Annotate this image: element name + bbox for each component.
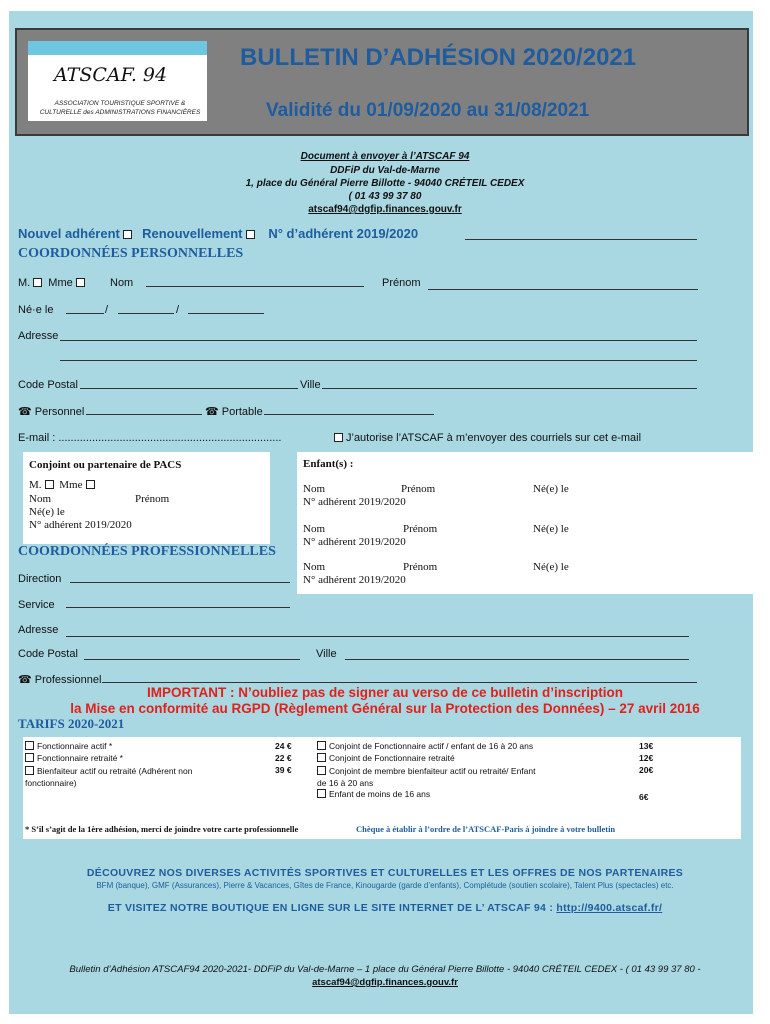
date-slash: / [176,304,180,316]
tarif-price: 6€ [639,792,649,802]
personal-phone-field[interactable] [86,414,202,415]
email-consent-checkbox[interactable] [334,433,343,442]
child-2-prenom: Prénom [403,523,438,535]
tarif-price: 12€ [639,753,654,763]
atscaf-logo [28,41,207,121]
tarifs-left-box [23,737,305,820]
shop-text: ET VISITEZ NOTRE BOUTIQUE EN LIGNE SUR LE SITE INTERNET DE L’ ATSCAF 94 : [107,902,554,914]
send-email-link[interactable]: atscaf94@dgfip.finances.gouv.fr [308,204,462,215]
tarifs-note-bar [23,820,741,839]
child-3-number: N° adhérent 2019/2020 [303,574,406,586]
partner-prenom-label: Prénom [135,493,170,505]
cheque-note: Chèque à établir à l’ordre de l’ATSCAF-Paris à joindre à votre bulletin [356,824,616,834]
tarif-label: Conjoint de Fonctionnaire actif / enfant de 16 à 20 ans [329,741,534,751]
city-field[interactable] [322,388,697,389]
child-1-birth: Né(e) le [533,483,569,495]
important-line-1: IMPORTANT : N’oubliez pas de signer au verso de ce bulletin d’inscription [146,685,624,700]
pro-address-label: Adresse [18,624,59,636]
page-title: BULLETIN D’ADHÉSION 2020/2021 [240,44,637,71]
tarif-price: 39 € [275,765,292,775]
partner-box [23,452,270,544]
important-line-2: la Mise en conformité au RGPD (Règlement Général sur la Protection des Données) – 27 avril 2016 [70,701,700,716]
tarif-label: Fonctionnaire actif * [37,741,113,751]
new-member-checkbox[interactable] [123,230,132,239]
mme-checkbox[interactable] [76,278,85,287]
tarif-checkbox[interactable] [25,753,34,762]
tarif-price: 24 € [275,741,292,751]
send-line-2: DDFiP du Val-de-Marne [330,165,440,176]
city-label: Ville [300,379,321,391]
tarif-price: 13€ [639,741,654,751]
pro-postal-code-field[interactable] [84,659,300,660]
partner-birth-label: Né(e) le [29,506,65,518]
partner-number-label: N° adhérent 2019/2020 [29,519,132,531]
birth-month-field[interactable] [118,313,174,314]
tarif-label: Bienfaiteur actif ou retraité (Adhérent non fonctionnaire) [25,766,193,788]
birthdate-label: Né·e le [18,304,54,316]
tarif-row [25,765,225,789]
address-field-2[interactable] [60,360,697,361]
tarif-price: 22 € [275,753,292,763]
service-label: Service [18,599,55,611]
partners-list: BFM (banque), GMF (Assurances), Pierre & Vacances, Gîtes de France, Kinougarde (garde d’enfants), Complétude (soutien scolaire), Talent Plus (spectacles) etc. [96,881,674,890]
pro-phone-field[interactable] [102,682,697,683]
child-2-number: N° adhérent 2019/2020 [303,536,406,548]
tarif-row [25,753,123,763]
service-field[interactable] [66,607,290,608]
pro-section-title: COORDONNÉES PROFESSIONNELLES [18,544,276,559]
mr-checkbox[interactable] [33,278,42,287]
children-box [297,452,766,594]
address-label: Adresse [18,330,59,342]
child-2-birth: Né(e) le [533,523,569,535]
tarif-price: 20€ [639,765,654,775]
promo-line-3 [0,902,770,914]
footer-email-link[interactable]: atscaf94@dgfip.finances.gouv.fr [312,977,458,988]
child-3-birth: Né(e) le [533,561,569,573]
tarif-label: Fonctionnaire retraité * [37,753,123,763]
child-3-nom: Nom [303,561,325,573]
tarif-checkbox[interactable] [25,766,34,775]
personal-section-title: COORDONNÉES PERSONNELLES [18,246,244,261]
tarif-checkbox[interactable] [317,753,326,762]
send-line-1: Document à envoyer à l’ATSCAF 94 [300,151,470,162]
tarif-row [317,741,533,751]
prenom-label: Prénom [382,277,421,289]
partner-title: Conjoint ou partenaire de PACS [29,459,182,471]
tarif-checkbox[interactable] [25,741,34,750]
renew-checkbox[interactable] [246,230,255,239]
tarif-checkbox[interactable] [317,741,326,750]
partner-mme-checkbox[interactable] [86,480,95,489]
mr-label: M. [18,277,31,289]
first-membership-note: * S’il s’agit de la 1ère adhésion, merci de joindre votre carte professionnelle [25,824,299,834]
tarif-row [317,789,430,799]
mobile-phone-label: ☎ Portable [205,406,263,418]
logo-band [28,41,207,55]
child-2-nom: Nom [303,523,325,535]
civility-row [18,277,88,289]
tarif-checkbox[interactable] [317,789,326,798]
email-field[interactable]: E-mail : ......................................................................... [18,432,282,444]
send-line-3: 1, place du Général Pierre Billotte - 94040 CRÉTEIL CEDEX [245,178,525,189]
direction-field[interactable] [70,582,290,583]
date-slash: / [105,304,109,316]
logo-title: ATSCAF. 94 [54,64,168,86]
children-title: Enfant(s) : [303,458,354,470]
postal-code-field[interactable] [80,388,298,389]
email-consent-label: J’autorise l’ATSCAF à m’envoyer des courriels sur cet e-mail [346,432,642,444]
child-1-nom: Nom [303,483,325,495]
tarif-label: Conjoint de Fonctionnaire retraité [329,753,455,763]
tarif-label: Enfant de moins de 16 ans [329,789,431,799]
new-member-label: Nouvel adhérent [18,226,120,241]
send-phone: ( 01 43 99 37 80 [348,191,422,202]
partner-mr-checkbox[interactable] [45,480,54,489]
renew-label: Renouvellement [142,226,243,241]
validity-text: Validité du 01/09/2020 au 31/08/2021 [266,100,590,121]
child-1-number: N° adhérent 2019/2020 [303,496,406,508]
footer-line-1: Bulletin d’Adhésion ATSCAF94 2020-2021- DDFiP du Val-de-Marne – 1 place du Général Pierre Billotte - 94040 CRÉTEIL CEDEX - ( 01 43 99 37 80 - [69,964,701,975]
member-number-label: N° d’adhérent 2019/2020 [268,226,419,241]
tarif-checkbox[interactable] [317,766,326,775]
birth-year-field[interactable] [188,313,264,314]
pro-postal-code-label: Code Postal [18,648,78,660]
tarif-row [25,741,112,751]
postal-code-label: Code Postal [18,379,78,391]
birth-day-field[interactable] [66,313,104,314]
pro-phone-label: ☎ Professionnel [18,674,102,686]
tarif-label: Conjoint de membre bienfaiteur actif ou retraité/ Enfant de 16 à 20 ans [317,766,536,788]
pro-city-label: Ville [316,648,337,660]
tarifs-title: TARIFS 2020-2021 [18,716,125,731]
membership-row [18,226,418,241]
shop-link[interactable]: http://9400.atscaf.fr/ [556,902,663,914]
partner-mr-label: M. [29,479,42,491]
mobile-phone-field[interactable] [264,414,434,415]
member-number-field[interactable] [465,239,697,240]
nom-label: Nom [110,277,134,289]
logo-subtitle: ASSOCIATION TOURISTIQUE SPORTIVE & CULTURELLE des ADMINISTRATIONS FINANCIÈRES [39,100,201,116]
personal-phone-label: ☎ Personnel [18,406,85,418]
email-consent [334,432,641,444]
tarif-row [317,765,547,789]
direction-label: Direction [18,573,62,585]
child-3-prenom: Prénom [403,561,438,573]
promo-line-1: DÉCOUVREZ NOS DIVERSES ACTIVITÉS SPORTIVES ET CULTURELLES ET LES OFFRES DE NOS PARTENAIRES [86,867,684,879]
pro-address-field[interactable] [66,636,689,637]
tarifs-right-box [305,737,741,820]
partner-civility [29,479,98,491]
tarif-row [317,753,455,763]
partner-mme-label: Mme [59,479,83,491]
mme-label: Mme [48,277,73,289]
partner-nom-label: Nom [29,493,51,505]
child-1-prenom: Prénom [401,483,436,495]
prenom-field[interactable] [428,289,698,290]
nom-field[interactable] [146,286,364,287]
pro-city-field[interactable] [345,659,689,660]
address-field-1[interactable] [60,340,697,341]
